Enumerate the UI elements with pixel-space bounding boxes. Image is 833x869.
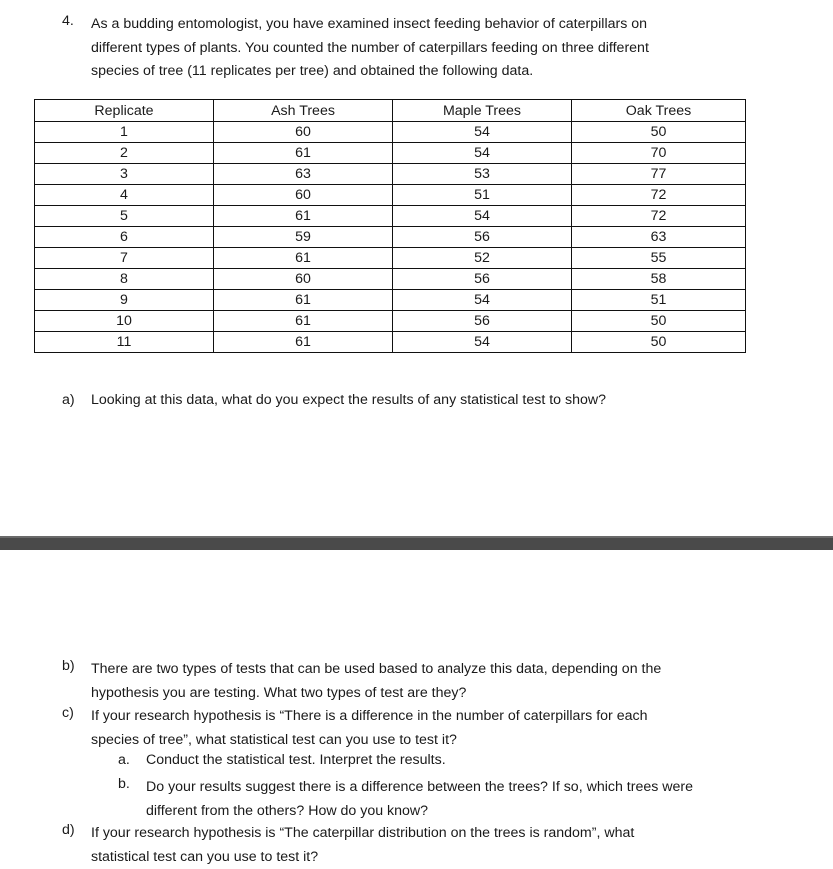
question-number: 4. [62, 13, 74, 29]
table-cell: 56 [393, 269, 572, 290]
part-label: b) [62, 658, 75, 674]
table-body [35, 122, 746, 353]
intro-line: As a budding entomologist, you have examined insect feeding behavior of caterpillars on [91, 13, 649, 37]
table-cell: 55 [572, 248, 746, 269]
header-replicate: Replicate [35, 100, 214, 122]
text-line: species of tree”, what statistical test can you use to test it? [91, 729, 647, 753]
header-ash: Ash Trees [214, 100, 393, 122]
caterpillar-data-table [34, 99, 746, 353]
table-cell: 5 [35, 206, 214, 227]
table-cell: 72 [572, 185, 746, 206]
part-text [91, 658, 661, 705]
page-divider-bar [0, 536, 833, 550]
table-cell: 10 [35, 311, 214, 332]
table-cell: 1 [35, 122, 214, 143]
intro-line: species of tree (11 replicates per tree) and obtained the following data. [91, 60, 649, 84]
table-row [35, 164, 746, 185]
table-cell: 51 [572, 290, 746, 311]
table-cell: 50 [572, 311, 746, 332]
header-maple: Maple Trees [393, 100, 572, 122]
table-cell: 56 [393, 227, 572, 248]
table-cell: 61 [214, 290, 393, 311]
table-cell: 4 [35, 185, 214, 206]
question-intro [91, 13, 649, 84]
table-cell: 54 [393, 332, 572, 353]
table-cell: 2 [35, 143, 214, 164]
table-cell: 59 [214, 227, 393, 248]
table-cell: 54 [393, 143, 572, 164]
table-row [35, 332, 746, 353]
part-label: a. [118, 752, 130, 768]
table-row [35, 248, 746, 269]
table-cell: 54 [393, 122, 572, 143]
table-cell: 61 [214, 248, 393, 269]
table-cell: 53 [393, 164, 572, 185]
part-label: a) [62, 392, 75, 408]
table-cell: 60 [214, 269, 393, 290]
part-label: c) [62, 705, 74, 721]
table-row [35, 269, 746, 290]
text-line: Do your results suggest there is a difference between the trees? If so, which trees were [146, 776, 693, 800]
table-cell: 56 [393, 311, 572, 332]
table-cell: 61 [214, 332, 393, 353]
part-text [91, 822, 634, 869]
table-cell: 9 [35, 290, 214, 311]
text-line: There are two types of tests that can be used based to analyze this data, depending on the [91, 658, 661, 682]
table-cell: 50 [572, 122, 746, 143]
table-cell: 70 [572, 143, 746, 164]
table-cell: 6 [35, 227, 214, 248]
table-cell: 8 [35, 269, 214, 290]
table-cell: 60 [214, 122, 393, 143]
table-cell: 51 [393, 185, 572, 206]
part-label: b. [118, 776, 130, 792]
table-cell: 61 [214, 206, 393, 227]
table-cell: 54 [393, 290, 572, 311]
table-row [35, 311, 746, 332]
table-cell: 52 [393, 248, 572, 269]
table-header-row [35, 100, 746, 122]
table-row [35, 185, 746, 206]
text-line: hypothesis you are testing. What two types of test are they? [91, 682, 661, 706]
text-line: If your research hypothesis is “The caterpillar distribution on the trees is random”, what [91, 822, 634, 846]
table-row [35, 143, 746, 164]
table-cell: 54 [393, 206, 572, 227]
table-row [35, 290, 746, 311]
table-cell: 63 [572, 227, 746, 248]
table-row [35, 122, 746, 143]
text-line: different from the others? How do you know? [146, 800, 693, 824]
part-text: Looking at this data, what do you expect the results of any statistical test to show? [91, 392, 606, 408]
table-cell: 60 [214, 185, 393, 206]
intro-line: different types of plants. You counted the number of caterpillars feeding on three different [91, 37, 649, 61]
table-cell: 11 [35, 332, 214, 353]
table-cell: 61 [214, 143, 393, 164]
table-cell: 77 [572, 164, 746, 185]
header-oak: Oak Trees [572, 100, 746, 122]
table-cell: 50 [572, 332, 746, 353]
table-cell: 3 [35, 164, 214, 185]
table-cell: 72 [572, 206, 746, 227]
table-cell: 7 [35, 248, 214, 269]
text-line: If your research hypothesis is “There is a difference in the number of caterpillars for each [91, 705, 647, 729]
part-label: d) [62, 822, 75, 838]
table-row [35, 227, 746, 248]
part-text [91, 705, 647, 752]
table-cell: 63 [214, 164, 393, 185]
table-cell: 61 [214, 311, 393, 332]
part-text: Conduct the statistical test. Interpret the results. [146, 752, 446, 768]
table-cell: 58 [572, 269, 746, 290]
part-text [146, 776, 693, 823]
text-line: statistical test can you use to test it? [91, 846, 634, 869]
table-row [35, 206, 746, 227]
